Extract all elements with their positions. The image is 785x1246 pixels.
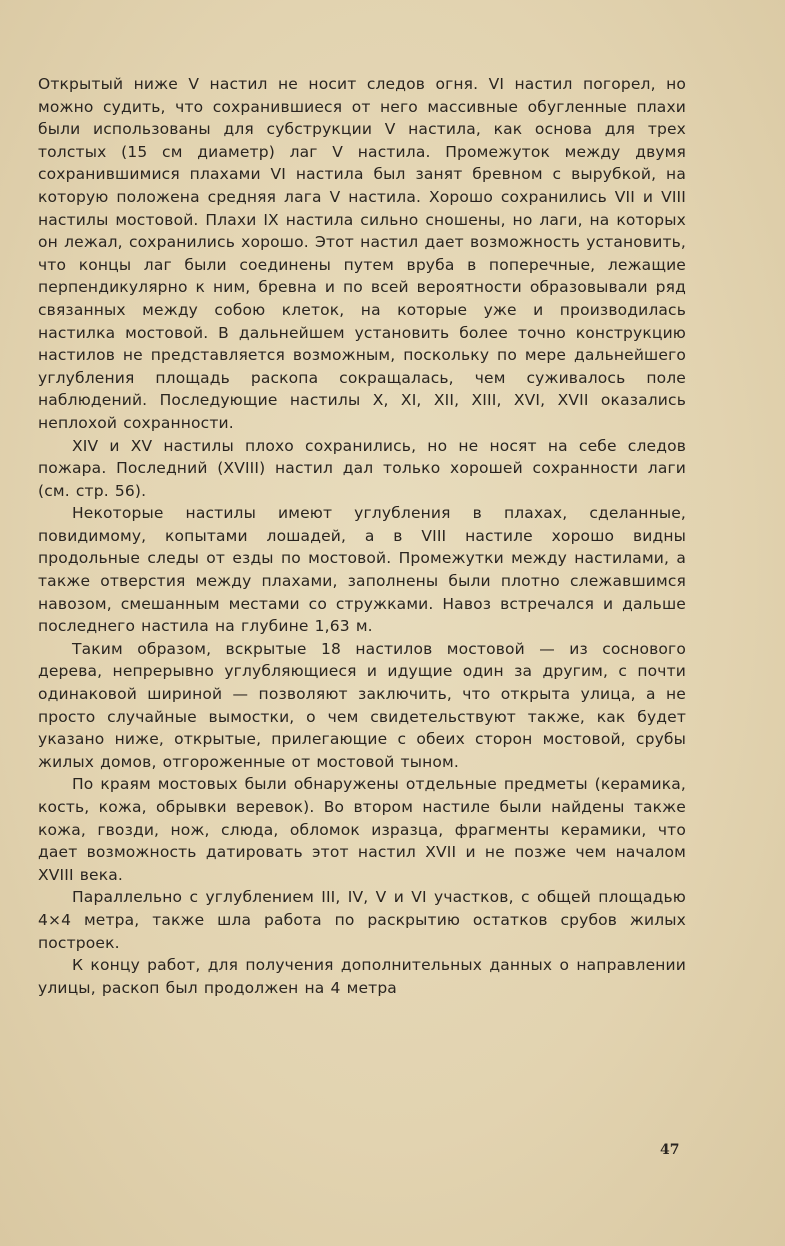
paragraph-6: Параллельно с углублением III, IV, V и VI участков, с общей площадью 4×4 метра, также шла работа по раскрытию остатков срубов жилых построек. (38, 888, 686, 952)
page-number: 47 (660, 1142, 680, 1158)
paragraph-7: К концу работ, для получения дополнительных данных о направлении улицы, раскоп был продолжен на 4 метра (38, 956, 686, 997)
paragraph-4: Таким образом, вскрытые 18 настилов мостовой — из соснового дерева, непрерывно углубляющиеся и идущие один за другим, с почти одинаковой шириной — позволяют заключить, что открыта улица, а не просто случайные вымостки, о чем свидетельствуют также, как будет указано ниже, открытые, прилегающие с обеих сторон мостовой, срубы жилых домов, отгороженные от мостовой тыном. (38, 639, 686, 771)
paragraph-1: Открытый ниже V настил не носит следов огня. VI настил погорел, но можно судить, что сохранившиеся от него массивные обугленные плахи были использованы для субструкции V настила, как основа для трех толстых (15 см диаметр) лаг V настила. Промежуток между двумя сохранившимися плахами VI настила был занят бревном с вырубкой, на которую положена средняя лага V настила. Хорошо сохранились VII и VIII настилы мостовой. Плахи IX настила сильно сношены, но лаги, на которых он лежал, сохранились хорошо. Этот настил дает возможность установить, что концы лаг были соединены путем вруба в поперечные, лежащие перпендикулярно к ним, бревна и по всей вероятности образовывали ряд связанных между собою клеток, на которые уже и производилась настилка мостовой. В дальнейшем установить более точно конструкцию настилов не представляется возможным, поскольку по мере дальнейшего углубления площадь раскопа сокращалась, чем суживалось поле наблюдений. Последующие настилы X, XI, XII, XIII, XVI, XVII оказались неплохой сохранности. (38, 75, 686, 432)
paragraph-2: XIV и XV настилы плохо сохранились, но не носят на себе следов пожара. Последний (XVIII) настил дал только хорошей сохранности лаги (см. стр. 56). (38, 436, 686, 500)
paragraph-3: Некоторые настилы имеют углубления в плахах, сделанные, повидимому, копытами лошадей, а в VIII настиле хорошо видны продольные следы от езды по мостовой. Промежутки между настилами, а также отверстия между плахами, заполнены были плотно слежавшимся навозом, смешанным местами со стружками. Навоз встречался и дальше последнего настила на глубине 1,63 м. (38, 504, 686, 636)
paragraph-5: По краям мостовых были обнаружены отдельные предметы (керамика, кость, кожа, обрывки веревок). Во втором настиле были найдены также кожа, гвозди, нож, слюда, обломок изразца, фрагменты керамики, что дает возможность датировать этот настил XVII и не позже чем началом XVIII века. (38, 775, 686, 884)
body-text (38, 73, 686, 999)
